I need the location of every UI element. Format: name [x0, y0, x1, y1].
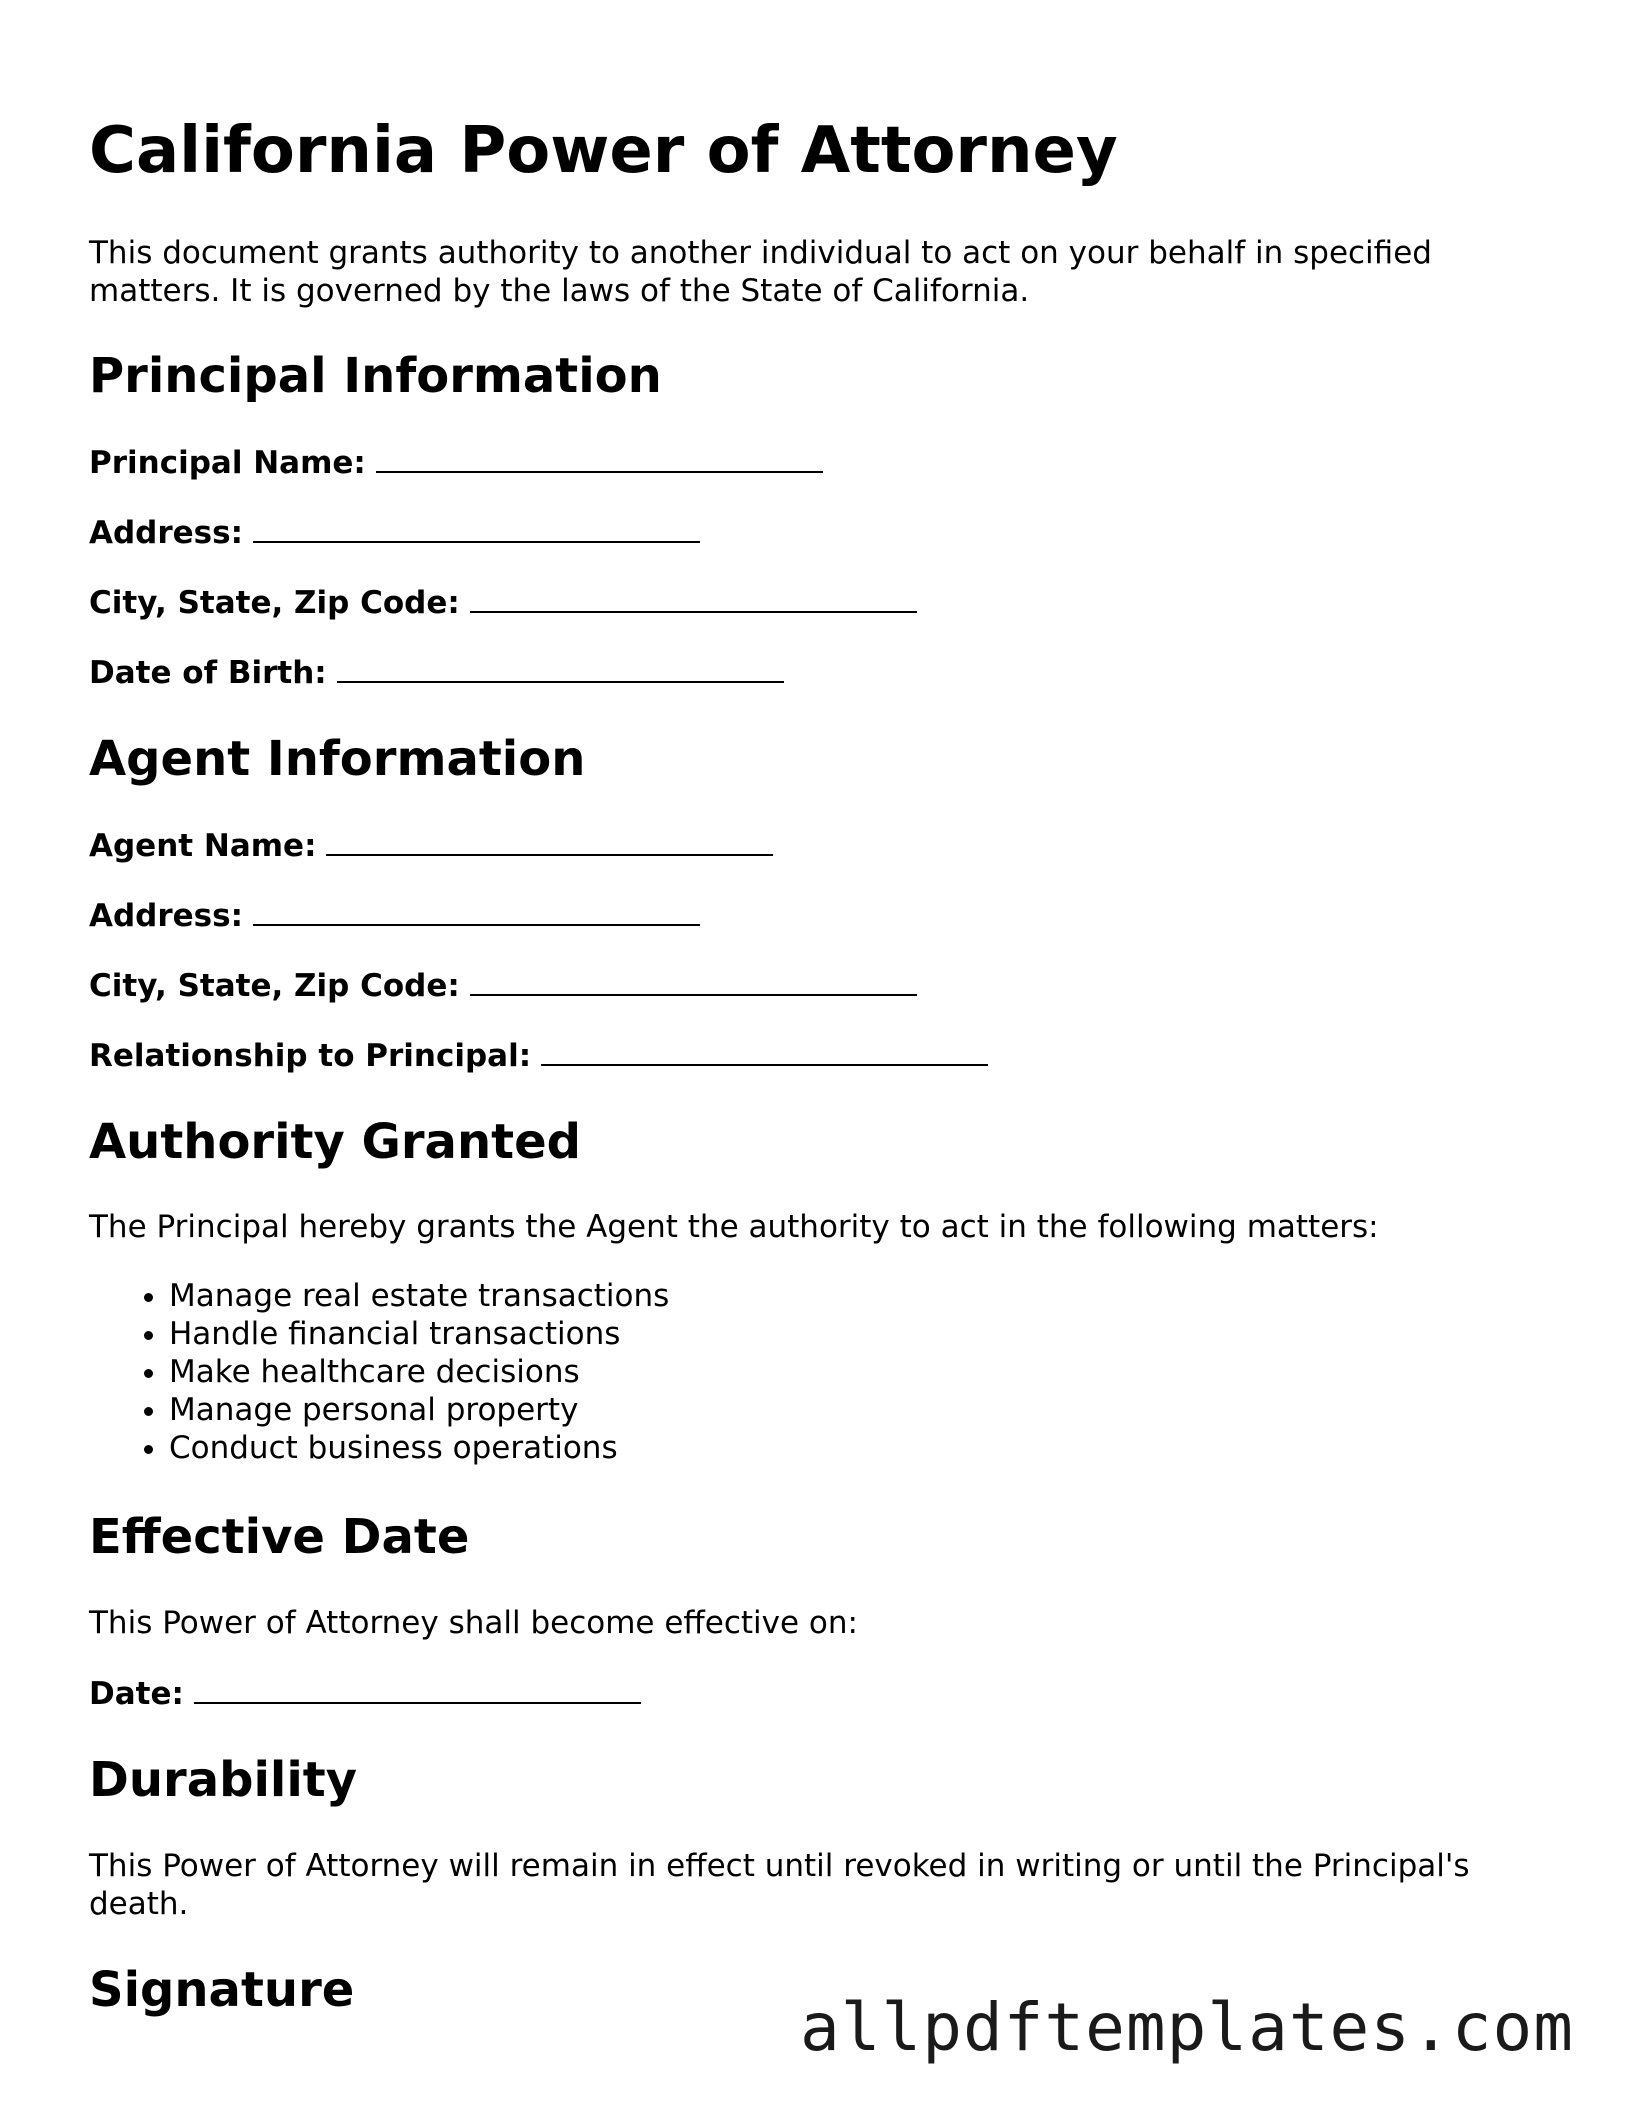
agent-city-blank[interactable] [470, 966, 917, 996]
principal-dob-field [89, 653, 784, 692]
agent-name-blank[interactable] [326, 826, 773, 856]
list-item: • Make healthcare decisions [169, 1353, 669, 1391]
agent-relationship-blank[interactable] [541, 1036, 988, 1066]
principal-name-label: Principal Name: [89, 445, 366, 481]
authority-list [89, 1277, 669, 1467]
principal-city-label: City, State, Zip Code: [89, 585, 460, 621]
agent-relationship-label: Relationship to Principal: [89, 1038, 532, 1074]
principal-name-blank[interactable] [376, 443, 823, 473]
authority-heading: Authority Granted [89, 1114, 581, 1170]
list-item: • Manage real estate transactions [169, 1277, 669, 1315]
agent-name-field [89, 826, 773, 865]
principal-address-blank[interactable] [253, 513, 700, 543]
watermark-text: allpdftemplates.com [800, 1989, 1574, 2066]
list-item: • Manage personal property [169, 1391, 669, 1429]
principal-heading: Principal Information [89, 348, 662, 404]
principal-dob-label: Date of Birth: [89, 655, 327, 691]
principal-name-field [89, 443, 823, 482]
document-title: California Power of Attorney [89, 114, 1118, 188]
principal-address-label: Address: [89, 515, 243, 551]
durability-paragraph: This Power of Attorney will remain in effect until revoked in writing or until the Principal's death. [89, 1848, 1470, 1922]
signature-heading: Signature [89, 1962, 355, 2018]
durability-heading: Durability [89, 1752, 358, 1808]
effective-date-blank[interactable] [194, 1674, 641, 1704]
agent-address-field [89, 896, 700, 935]
authority-paragraph: The Principal hereby grants the Agent the authority to act in the following matters: [89, 1209, 1379, 1245]
principal-city-blank[interactable] [470, 583, 917, 613]
agent-heading: Agent Information [89, 731, 586, 787]
agent-relationship-field [89, 1036, 988, 1075]
effective-paragraph: This Power of Attorney shall become effective on: [89, 1605, 858, 1641]
effective-date-label: Date: [89, 1676, 184, 1712]
list-item: • Handle financial transactions [169, 1315, 669, 1353]
effective-heading: Effective Date [89, 1509, 470, 1565]
list-item: • Conduct business operations [169, 1429, 669, 1467]
agent-city-label: City, State, Zip Code: [89, 968, 460, 1004]
agent-city-field [89, 966, 917, 1005]
effective-date-field [89, 1674, 641, 1713]
agent-name-label: Agent Name: [89, 828, 317, 864]
principal-dob-blank[interactable] [337, 653, 784, 683]
principal-city-field [89, 583, 917, 622]
agent-address-blank[interactable] [253, 896, 700, 926]
agent-address-label: Address: [89, 898, 243, 934]
principal-address-field [89, 513, 700, 552]
intro-paragraph: This document grants authority to another individual to act on your behalf in specified matters. It is governed by the laws of the State of California. [89, 235, 1432, 309]
